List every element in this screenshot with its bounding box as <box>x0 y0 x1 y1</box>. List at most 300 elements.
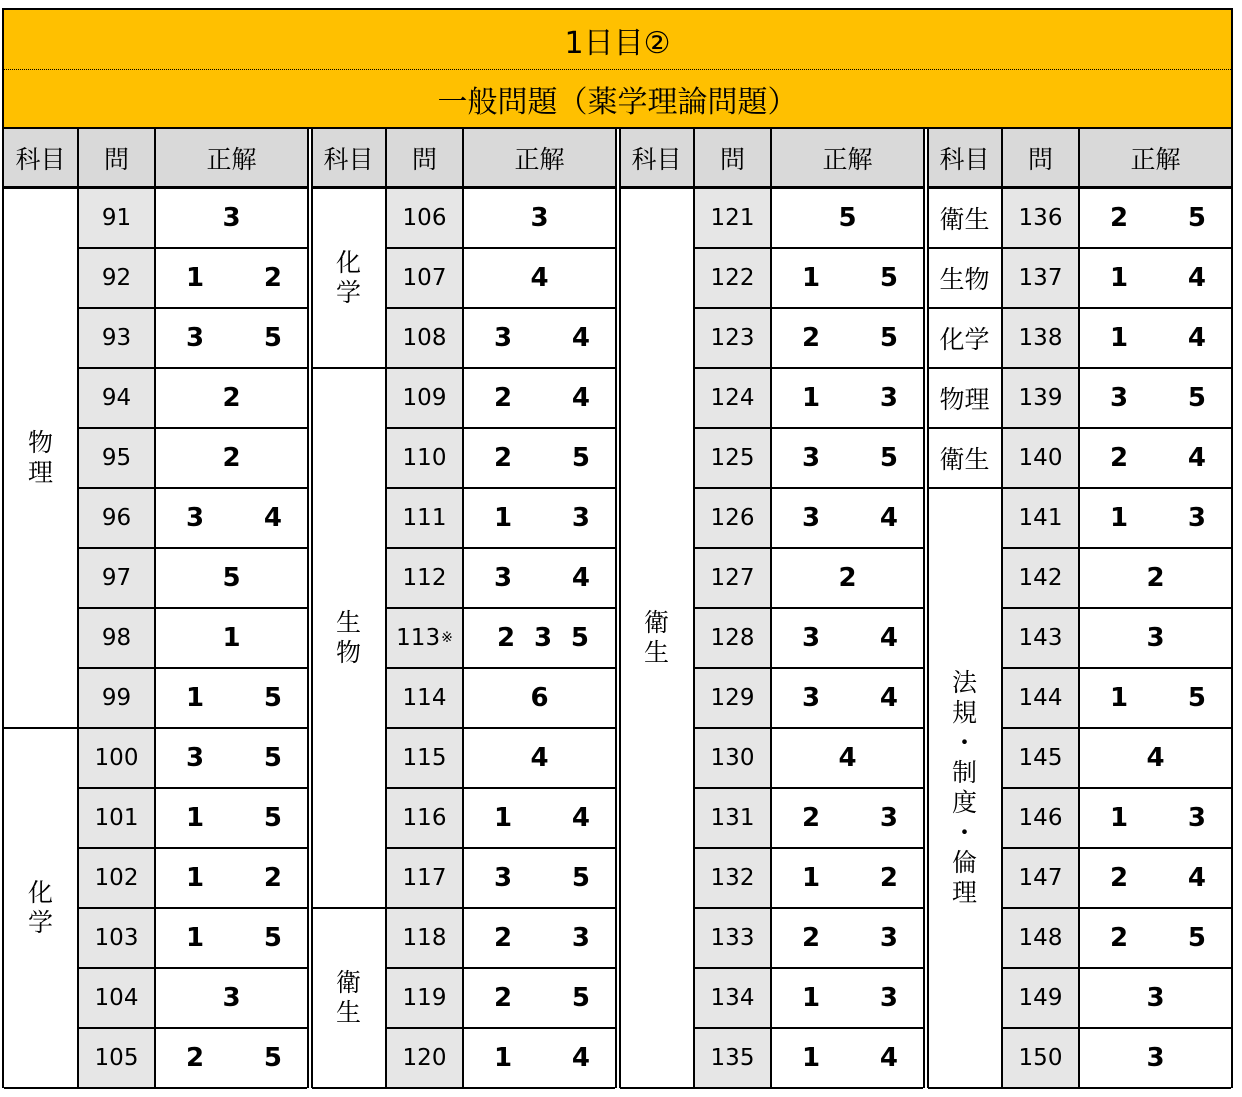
answer-cell <box>1080 789 1231 849</box>
answer-cell <box>1080 849 1231 909</box>
subject-char: 衛 <box>643 608 669 637</box>
answer-cell <box>772 969 923 1029</box>
question-number-text: 103 <box>94 925 139 951</box>
question-number <box>1003 909 1080 969</box>
question-number-text: 101 <box>94 805 139 831</box>
question-number <box>387 189 464 249</box>
answer-value: 5 <box>879 263 898 293</box>
answer-cell <box>464 1029 615 1089</box>
answer-value: 4 <box>879 1043 898 1073</box>
answer-value: 2 <box>263 863 282 893</box>
answer-value: 1 <box>802 863 821 893</box>
question-number <box>695 909 772 969</box>
answer-value: 5 <box>222 563 241 593</box>
answer-value: 6 <box>530 683 549 713</box>
answer-value: 5 <box>263 323 282 353</box>
question-number-text: 144 <box>1018 685 1063 711</box>
question-number <box>1003 729 1080 789</box>
answer-value: 5 <box>263 923 282 953</box>
answer-value: 4 <box>1187 323 1206 353</box>
question-number-text: 150 <box>1018 1045 1063 1071</box>
question-number <box>695 1029 772 1089</box>
answer-cell <box>464 189 615 249</box>
question-number-text: 111 <box>402 505 447 531</box>
subject-cell <box>928 489 1003 1089</box>
question-number <box>387 489 464 549</box>
subject-char: 生 <box>643 638 669 667</box>
question-number <box>695 789 772 849</box>
answer-value: 1 <box>1110 323 1129 353</box>
question-number-text: 124 <box>710 385 755 411</box>
question-number <box>695 369 772 429</box>
question-number-text: 95 <box>101 445 132 471</box>
question-number <box>695 249 772 309</box>
question-number-text: 99 <box>101 685 132 711</box>
answer-cell <box>1080 249 1231 309</box>
answer-value: 1 <box>186 683 205 713</box>
question-number <box>79 489 156 549</box>
header-question: 問 <box>387 129 464 189</box>
question-number <box>387 309 464 369</box>
question-number <box>695 609 772 669</box>
question-number-text: 105 <box>94 1045 139 1071</box>
answer-value: 1 <box>1110 803 1129 833</box>
question-number-text: 131 <box>710 805 755 831</box>
subject-char: 生 <box>335 998 361 1027</box>
answer-cell <box>772 369 923 429</box>
answer-value: 3 <box>1110 383 1129 413</box>
answer-value: 5 <box>263 803 282 833</box>
answer-value: 3 <box>879 803 898 833</box>
answer-value: 1 <box>802 983 821 1013</box>
answer-cell <box>772 849 923 909</box>
question-number <box>387 249 464 309</box>
answer-value: 2 <box>222 443 241 473</box>
question-number <box>695 969 772 1029</box>
question-number <box>79 549 156 609</box>
answer-cell <box>772 549 923 609</box>
answer-value: 5 <box>263 683 282 713</box>
answer-value: 4 <box>879 683 898 713</box>
section-subtitle: 一般問題（薬学理論問題） <box>4 70 1231 129</box>
answer-value: 5 <box>571 443 590 473</box>
question-number <box>1003 1029 1080 1089</box>
answer-value: 5 <box>571 863 590 893</box>
question-number-text: 127 <box>710 565 755 591</box>
answer-value: 4 <box>1146 743 1165 773</box>
answer-cell <box>156 969 307 1029</box>
question-number <box>387 609 464 669</box>
question-number <box>79 789 156 849</box>
question-number <box>695 189 772 249</box>
answer-cell <box>156 849 307 909</box>
answer-value: 4 <box>530 743 549 773</box>
subject-char: 理 <box>951 878 977 907</box>
answer-cell <box>156 429 307 489</box>
question-number-text: 109 <box>402 385 447 411</box>
answer-value: 3 <box>186 503 205 533</box>
question-number <box>79 189 156 249</box>
question-number <box>695 729 772 789</box>
answer-value: 4 <box>571 383 590 413</box>
question-number <box>695 489 772 549</box>
answer-cell <box>1080 369 1231 429</box>
answer-cell <box>772 429 923 489</box>
question-number <box>1003 789 1080 849</box>
block-separator <box>307 129 313 1088</box>
answer-cell <box>1080 489 1231 549</box>
answer-cell <box>1080 729 1231 789</box>
answer-value: 2 <box>494 983 513 1013</box>
question-number-text: 148 <box>1018 925 1063 951</box>
answer-cell <box>1080 909 1231 969</box>
answer-value: 3 <box>879 383 898 413</box>
answer-value: 4 <box>1187 863 1206 893</box>
question-number-text: 126 <box>710 505 755 531</box>
answer-value: 1 <box>802 1043 821 1073</box>
answer-cell <box>464 729 615 789</box>
answer-value: 5 <box>1187 203 1206 233</box>
question-number <box>695 669 772 729</box>
subject-char: 制 <box>951 758 977 787</box>
answer-value: 1 <box>1110 503 1129 533</box>
answer-cell <box>1080 969 1231 1029</box>
answer-block <box>4 129 307 1089</box>
question-number <box>1003 489 1080 549</box>
question-number-text: 138 <box>1018 325 1063 351</box>
answer-value: 1 <box>1110 263 1129 293</box>
answer-value: 2 <box>802 803 821 833</box>
question-number <box>1003 189 1080 249</box>
question-number <box>79 369 156 429</box>
header-question: 問 <box>79 129 156 189</box>
question-number-text: 113 <box>396 625 441 651</box>
header-subject: 科目 <box>4 129 79 189</box>
question-number-text: 115 <box>402 745 447 771</box>
question-number <box>387 1029 464 1089</box>
subject-char: 物 <box>335 638 361 667</box>
question-number <box>79 849 156 909</box>
question-number-text: 94 <box>101 385 132 411</box>
answer-cell <box>464 849 615 909</box>
question-number-text: 139 <box>1018 385 1063 411</box>
answer-value: 5 <box>879 443 898 473</box>
question-number <box>79 669 156 729</box>
answer-value: 3 <box>530 203 549 233</box>
subject-char: 度 <box>951 788 977 817</box>
header-question: 問 <box>695 129 772 189</box>
answer-value: 3 <box>879 983 898 1013</box>
answer-cell <box>1080 189 1231 249</box>
answer-cell <box>464 249 615 309</box>
answer-value: 1 <box>494 1043 513 1073</box>
answer-value: 3 <box>1146 623 1165 653</box>
answer-cell <box>156 489 307 549</box>
answer-cell <box>464 909 615 969</box>
question-number-text: 121 <box>710 205 755 231</box>
answer-cell <box>156 729 307 789</box>
answer-value: 2 <box>879 863 898 893</box>
question-number-text: 133 <box>710 925 755 951</box>
subject-char: 衛 <box>335 968 361 997</box>
answer-cell <box>772 309 923 369</box>
answer-cell <box>156 789 307 849</box>
question-number-text: 145 <box>1018 745 1063 771</box>
question-number <box>79 1029 156 1089</box>
answer-cell <box>1080 429 1231 489</box>
answer-value: 1 <box>186 803 205 833</box>
question-number-text: 117 <box>402 865 447 891</box>
question-number <box>695 549 772 609</box>
answer-block <box>620 129 923 1089</box>
answer-value: 2 <box>802 923 821 953</box>
answer-cell <box>156 1029 307 1089</box>
answer-value: 4 <box>879 503 898 533</box>
answer-value: 2 <box>263 263 282 293</box>
answer-value: 3 <box>571 923 590 953</box>
answer-cell <box>156 369 307 429</box>
question-number <box>695 429 772 489</box>
answer-value: 1 <box>186 863 205 893</box>
answer-block <box>928 129 1231 1089</box>
question-number <box>79 609 156 669</box>
answer-value: 2 <box>494 443 513 473</box>
subject-cell: 化学 <box>928 309 1003 369</box>
header-subject: 科目 <box>620 129 695 189</box>
answer-cell <box>156 249 307 309</box>
question-number-text: 137 <box>1018 265 1063 291</box>
answer-value: 3 <box>186 743 205 773</box>
answer-cell <box>772 189 923 249</box>
answer-value: 3 <box>1187 803 1206 833</box>
question-number-text: 112 <box>402 565 447 591</box>
answer-cell <box>464 309 615 369</box>
subject-char: 規 <box>951 698 977 727</box>
answer-value: 2 <box>1110 863 1129 893</box>
answer-value: 1 <box>494 503 513 533</box>
answer-value: 5 <box>879 323 898 353</box>
question-number-text: 142 <box>1018 565 1063 591</box>
answer-value: 5 <box>1187 383 1206 413</box>
question-number-text: 136 <box>1018 205 1063 231</box>
answer-value: 3 <box>1146 983 1165 1013</box>
answer-value: 1 <box>1110 683 1129 713</box>
answer-value: 5 <box>570 623 589 653</box>
subject-cell <box>312 369 387 909</box>
answer-value: 1 <box>494 803 513 833</box>
answer-value: 2 <box>1110 203 1129 233</box>
answer-cell <box>464 609 615 669</box>
page-title: 1日目② <box>4 10 1231 70</box>
answer-value: 5 <box>571 983 590 1013</box>
question-number-text: 140 <box>1018 445 1063 471</box>
subject-cell <box>312 909 387 1089</box>
answer-value: 3 <box>222 983 241 1013</box>
answer-cell <box>1080 1029 1231 1089</box>
subject-char: 学 <box>27 908 53 937</box>
answer-cell <box>772 789 923 849</box>
question-number-text: 132 <box>710 865 755 891</box>
question-number <box>387 429 464 489</box>
question-number-text: 122 <box>710 265 755 291</box>
question-number-text: 129 <box>710 685 755 711</box>
answer-value: 4 <box>571 563 590 593</box>
question-number-text: 146 <box>1018 805 1063 831</box>
answer-value: 5 <box>263 1043 282 1073</box>
answer-value: 2 <box>494 923 513 953</box>
answer-cell <box>1080 309 1231 369</box>
answer-value: 5 <box>1187 923 1206 953</box>
question-number-text: 141 <box>1018 505 1063 531</box>
answer-value: 3 <box>802 503 821 533</box>
answer-cell <box>772 669 923 729</box>
block-separator <box>923 129 929 1088</box>
subject-cell: 物理 <box>928 369 1003 429</box>
question-number <box>1003 849 1080 909</box>
question-number <box>1003 549 1080 609</box>
question-number <box>387 849 464 909</box>
answer-value: 5 <box>838 203 857 233</box>
answer-value: 2 <box>1110 443 1129 473</box>
question-number-text: 143 <box>1018 625 1063 651</box>
answer-value: 2 <box>1146 563 1165 593</box>
answer-value: 3 <box>571 503 590 533</box>
question-number-text: 108 <box>402 325 447 351</box>
subject-char: 理 <box>27 458 53 487</box>
question-number-text: 116 <box>402 805 447 831</box>
answer-value: 3 <box>1187 503 1206 533</box>
question-number <box>1003 969 1080 1029</box>
answer-value: 3 <box>494 323 513 353</box>
answer-value: 1 <box>802 263 821 293</box>
answer-cell <box>156 189 307 249</box>
answer-cell <box>464 669 615 729</box>
subject-char: 法 <box>951 668 977 697</box>
answer-value: 3 <box>1146 1043 1165 1073</box>
question-number-text: 135 <box>710 1045 755 1071</box>
answer-value: 1 <box>222 623 241 653</box>
question-number <box>387 549 464 609</box>
answer-value: 2 <box>497 623 516 653</box>
answer-cell <box>464 429 615 489</box>
header-answer: 正解 <box>464 129 615 189</box>
answer-value: 2 <box>494 383 513 413</box>
subject-cell <box>4 729 79 1089</box>
answer-cell <box>156 909 307 969</box>
question-number <box>79 309 156 369</box>
question-number <box>79 909 156 969</box>
answer-cell <box>464 369 615 429</box>
question-number <box>79 429 156 489</box>
subject-char: 倫 <box>951 848 977 877</box>
question-number-text: 110 <box>402 445 447 471</box>
question-number <box>1003 249 1080 309</box>
question-number-text: 91 <box>101 205 132 231</box>
answer-cell <box>464 489 615 549</box>
answer-value: 2 <box>1110 923 1129 953</box>
header-answer: 正解 <box>1080 129 1231 189</box>
answer-cell <box>464 549 615 609</box>
question-number <box>1003 309 1080 369</box>
answer-cell <box>772 1029 923 1089</box>
answer-value: 3 <box>186 323 205 353</box>
block-separator <box>615 129 621 1088</box>
subject-char: 化 <box>27 878 53 907</box>
question-number <box>695 849 772 909</box>
answer-cell <box>156 669 307 729</box>
question-number-text: 147 <box>1018 865 1063 891</box>
question-number-text: 102 <box>94 865 139 891</box>
answer-value: 3 <box>533 623 553 653</box>
answer-value: 3 <box>879 923 898 953</box>
question-number-text: 92 <box>101 265 132 291</box>
answer-value: 4 <box>571 323 590 353</box>
answer-value: 3 <box>802 623 821 653</box>
question-number-text: 123 <box>710 325 755 351</box>
answer-value: 2 <box>186 1043 205 1073</box>
answer-value: 3 <box>494 563 513 593</box>
answer-cell <box>156 609 307 669</box>
header-answer: 正解 <box>156 129 307 189</box>
answer-value: 4 <box>571 1043 590 1073</box>
question-number-text: 100 <box>94 745 139 771</box>
header-answer: 正解 <box>772 129 923 189</box>
answer-value: 5 <box>263 743 282 773</box>
answer-cell <box>772 909 923 969</box>
question-number-text: 107 <box>402 265 447 291</box>
question-number-text: 93 <box>101 325 132 351</box>
question-number-text: 106 <box>402 205 447 231</box>
answer-value: 2 <box>222 383 241 413</box>
subject-char: ・ <box>951 728 977 757</box>
answer-value: 1 <box>186 263 205 293</box>
answer-value: 4 <box>838 743 857 773</box>
answer-cell <box>464 789 615 849</box>
question-number-text: 130 <box>710 745 755 771</box>
subject-char: 化 <box>335 248 361 277</box>
question-number-text: 134 <box>710 985 755 1011</box>
answer-cell <box>1080 549 1231 609</box>
question-number-text: 128 <box>710 625 755 651</box>
header-question: 問 <box>1003 129 1080 189</box>
answer-value: 5 <box>1187 683 1206 713</box>
question-number-text: 97 <box>101 565 132 591</box>
answer-cell <box>464 969 615 1029</box>
question-number <box>387 669 464 729</box>
answer-value: 4 <box>571 803 590 833</box>
answer-value: 4 <box>263 503 282 533</box>
subject-char: 生 <box>335 608 361 637</box>
question-number-text: 114 <box>402 685 447 711</box>
subject-cell: 衛生 <box>928 189 1003 249</box>
answer-value: 3 <box>494 863 513 893</box>
answer-cell <box>772 249 923 309</box>
question-number <box>387 969 464 1029</box>
answer-cell <box>1080 669 1231 729</box>
answer-value: 1 <box>186 923 205 953</box>
question-number <box>79 969 156 1029</box>
question-number-text: 98 <box>101 625 132 651</box>
answer-cell <box>156 309 307 369</box>
answer-value: 4 <box>879 623 898 653</box>
answer-cell <box>772 489 923 549</box>
question-number-text: 118 <box>402 925 447 951</box>
answer-value: 4 <box>1187 443 1206 473</box>
subject-cell <box>620 189 695 1089</box>
answer-value: 3 <box>802 443 821 473</box>
answer-cell <box>156 549 307 609</box>
subject-char: 物 <box>27 428 53 457</box>
